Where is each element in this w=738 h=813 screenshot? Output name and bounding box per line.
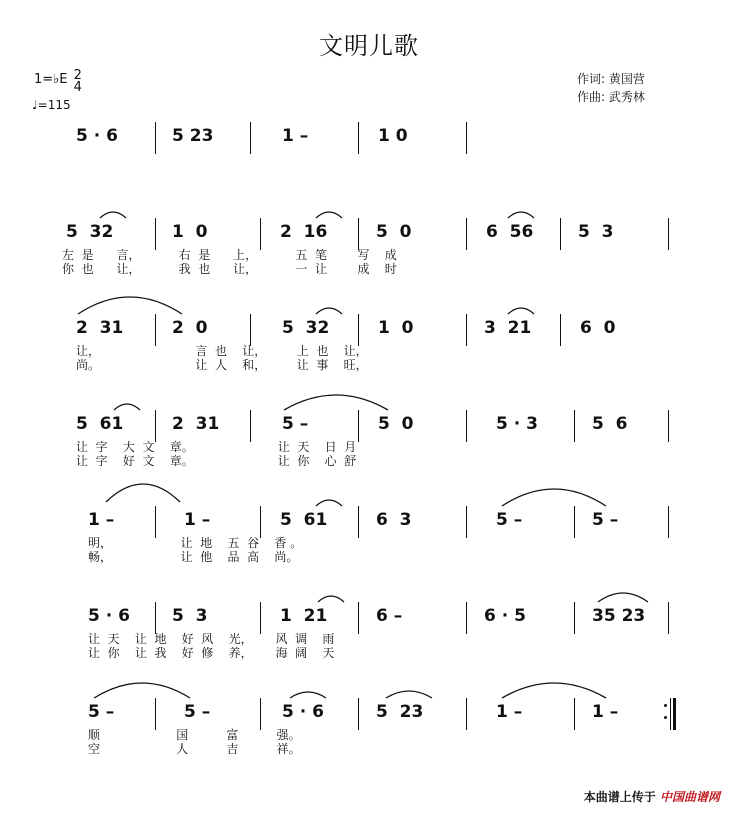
lyrics-verse-2: 你 也 让， 我 也 让， 一 让 成 时 xyxy=(62,262,397,276)
bar-line xyxy=(560,314,561,346)
slur xyxy=(282,392,390,412)
key-label: 1=♭E xyxy=(34,72,68,87)
note-group: 5 – xyxy=(496,510,523,530)
bar-line xyxy=(574,410,575,442)
time-top: 2 xyxy=(73,68,82,83)
note-group: 2 16 xyxy=(280,222,328,242)
lyrics-verse-1: 让 字 大 文 章。 让 天 日 月 xyxy=(76,440,357,454)
key-signature xyxy=(34,70,82,94)
note-group: 5 · 3 xyxy=(496,414,538,434)
note-group: 1 – xyxy=(88,510,115,530)
slur xyxy=(98,208,128,220)
composer-credit: 作曲: 武秀林 xyxy=(577,90,645,104)
bar-line xyxy=(466,122,467,154)
lyrics-verse-1: 明， 让 地 五 谷 香 。 xyxy=(88,536,303,550)
note-group: 6 56 xyxy=(486,222,534,242)
note-group: 1 – xyxy=(184,510,211,530)
lyrics-verse-2: 让 字 好 文 章。 让 你 心 舒 xyxy=(76,454,357,468)
note-group: 5 – xyxy=(282,414,309,434)
slur xyxy=(384,688,434,700)
lyrics-verse-2: 让 你 让 我 好 修 养， 海 阔 天 xyxy=(88,646,335,660)
bar-line xyxy=(358,410,359,442)
end-repeat-sign xyxy=(664,698,678,730)
upload-credit xyxy=(584,788,720,805)
note-group: 5 – xyxy=(592,510,619,530)
bar-line xyxy=(574,506,575,538)
slur xyxy=(92,680,192,700)
note-group: 5 · 6 xyxy=(282,702,324,722)
note-group: 5 · 6 xyxy=(76,126,118,146)
bar-line xyxy=(250,122,251,154)
note-group: 2 31 xyxy=(76,318,124,338)
note-group: 3 21 xyxy=(484,318,532,338)
bar-line xyxy=(358,506,359,538)
slur xyxy=(506,208,536,220)
lyrics-verse-1: 左 是 言， 右 是 上， 五 笔 写 成 xyxy=(62,248,397,262)
lyrics-verse-2: 空 人 吉 祥。 xyxy=(88,742,301,756)
note-group: 5 3 xyxy=(578,222,614,242)
note-group: 6 · 5 xyxy=(484,606,526,626)
slur xyxy=(506,304,536,316)
bar-line xyxy=(574,602,575,634)
slur xyxy=(104,480,182,504)
bar-line xyxy=(358,602,359,634)
slur xyxy=(500,680,608,700)
bar-line xyxy=(358,698,359,730)
note-group: 1 0 xyxy=(378,126,408,146)
slur xyxy=(314,496,344,508)
note-group: 2 0 xyxy=(172,318,208,338)
bar-line xyxy=(466,506,467,538)
upload-text: 本曲谱上传于 xyxy=(583,790,656,804)
bar-line xyxy=(668,218,669,250)
note-group: 1 0 xyxy=(378,318,414,338)
bar-line xyxy=(466,602,467,634)
note-group: 5 – xyxy=(184,702,211,722)
bar-line xyxy=(466,410,467,442)
note-group: 5 3 xyxy=(172,606,208,626)
site-logo[interactable]: 中国曲谱网 xyxy=(659,790,720,804)
slur xyxy=(288,688,328,700)
lyrics-verse-2: 畅， 让 他 品 高 尚。 xyxy=(88,550,299,564)
lyrics-verse-1: 让 天 让 地 好 风 光， 风 调 雨 xyxy=(88,632,335,646)
note-group: 1 – xyxy=(282,126,309,146)
note-group: 5 61 xyxy=(76,414,124,434)
slur xyxy=(112,400,142,412)
slur xyxy=(500,486,608,508)
lyrics-verse-1: 顺 国 富 强。 xyxy=(88,728,301,742)
bar-line xyxy=(155,122,156,154)
note-group: 6 0 xyxy=(580,318,616,338)
note-group: 6 3 xyxy=(376,510,412,530)
bar-line xyxy=(358,122,359,154)
note-group: 1 0 xyxy=(172,222,208,242)
note-group: 1 – xyxy=(592,702,619,722)
note-group: 2 31 xyxy=(172,414,220,434)
time-bottom: 4 xyxy=(73,80,82,95)
note-group: 1 21 xyxy=(280,606,328,626)
slur xyxy=(316,592,346,604)
lyricist-credit: 作词: 黄国营 xyxy=(577,72,645,86)
page-title: 文明儿歌 xyxy=(319,32,419,60)
note-group: 5 32 xyxy=(282,318,330,338)
bar-line xyxy=(668,506,669,538)
note-group: 5 6 xyxy=(592,414,628,434)
bar-line xyxy=(466,314,467,346)
lyrics-verse-2: 尚。 让 人 和， 让 事 旺， xyxy=(76,358,368,372)
slur xyxy=(314,208,344,220)
note-group: 1 – xyxy=(496,702,523,722)
note-group: 5 0 xyxy=(376,222,412,242)
bar-line xyxy=(668,410,669,442)
note-group: 5 23 xyxy=(376,702,424,722)
note-group: 5 23 xyxy=(172,126,214,146)
slur xyxy=(314,304,344,316)
note-group: 5 32 xyxy=(66,222,114,242)
note-group: 35 23 xyxy=(592,606,646,626)
tempo-marking: ♩=115 xyxy=(32,98,71,112)
lyrics-verse-1: 让， 言 也 让， 上 也 让， xyxy=(76,344,368,358)
bar-line xyxy=(560,218,561,250)
note-group: 6 – xyxy=(376,606,403,626)
bar-line xyxy=(466,218,467,250)
note-group: 5 61 xyxy=(280,510,328,530)
note-group: 5 · 6 xyxy=(88,606,130,626)
bar-line xyxy=(574,698,575,730)
slur xyxy=(596,590,650,604)
bar-line xyxy=(668,602,669,634)
bar-line xyxy=(466,698,467,730)
note-group: 5 0 xyxy=(378,414,414,434)
slur xyxy=(76,294,184,316)
note-group: 5 – xyxy=(88,702,115,722)
